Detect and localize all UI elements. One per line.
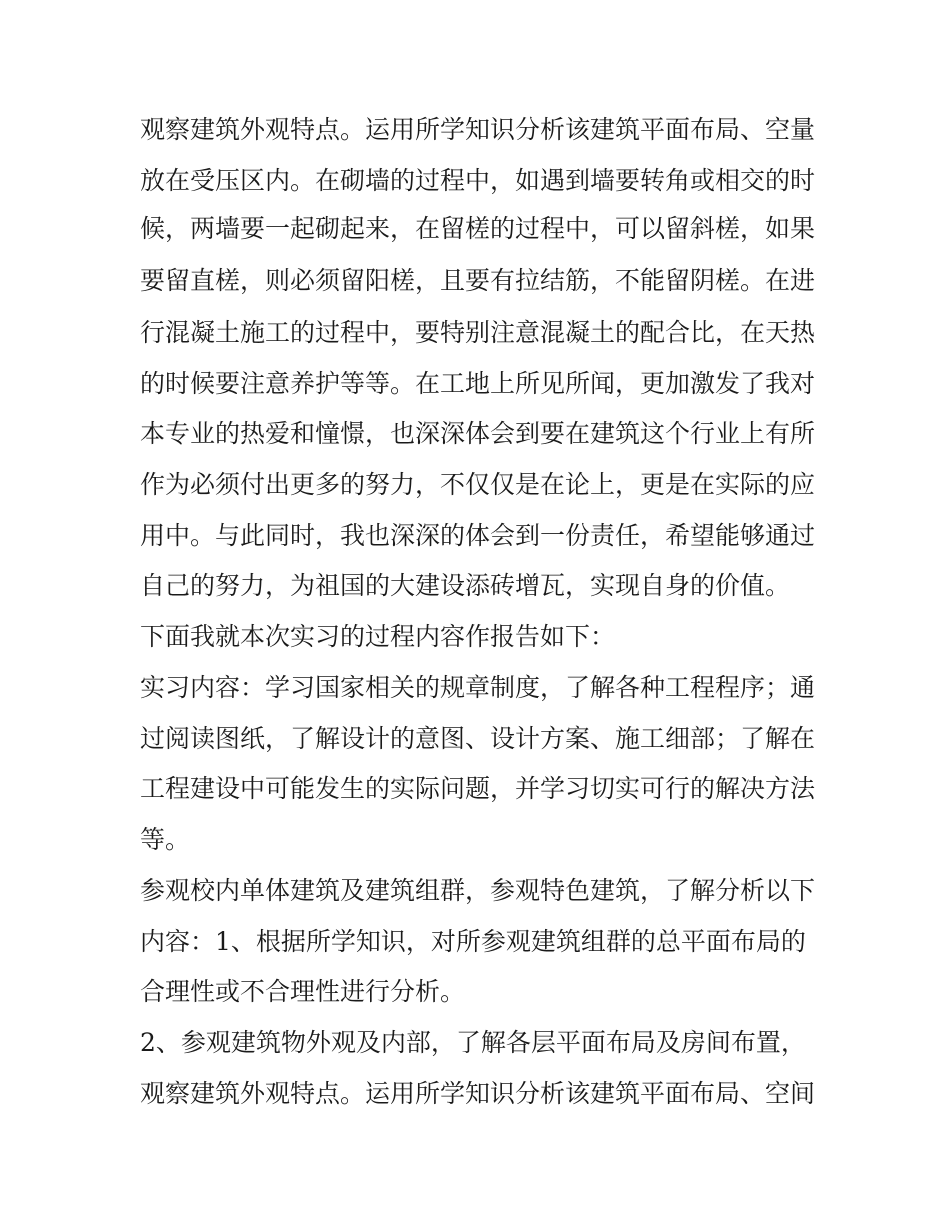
text-line: 作为必须付出更多的努力，不仅仅是在论上，更是在实际的应 bbox=[140, 470, 816, 499]
text-line: 自己的努力，为祖国的大建设添砖增瓦，实现自身的价值。 bbox=[140, 571, 791, 600]
text-line: 下面我就本次实习的过程内容作报告如下： bbox=[140, 622, 616, 651]
text-line: 合理性或不合理性进行分析。 bbox=[140, 977, 466, 1006]
text-line: 内容：1、根据所学知识，对所参观建筑组群的总平面布局的 bbox=[140, 927, 806, 956]
text-line: 本专业的热爱和憧憬，也深深体会到要在建筑这个行业上有所 bbox=[140, 419, 816, 448]
text-line: 用中。与此同时，我也深深的体会到一份责任，希望能够通过 bbox=[140, 521, 816, 550]
text-line: 观察建筑外观特点。运用所学知识分析该建筑平面布局、空量 bbox=[140, 115, 816, 144]
text-line: 观察建筑外观特点。运用所学知识分析该建筑平面布局、空间 bbox=[140, 1079, 816, 1108]
text-line: 工程建设中可能发生的实际问题，并学习切实可行的解决方法 bbox=[140, 774, 816, 803]
text-line: 过阅读图纸，了解设计的意图、设计方案、施工细部；了解在 bbox=[140, 724, 816, 753]
text-line: 放在受压区内。在砌墙的过程中，如遇到墙要转角或相交的时 bbox=[140, 166, 816, 195]
text-line: 要留直槎，则必须留阳槎，且要有拉结筋，不能留阴槎。在进 bbox=[140, 266, 816, 295]
text-line: 实习内容：学习国家相关的规章制度，了解各种工程程序；通 bbox=[140, 673, 816, 702]
text-line: 候，两墙要一起砌起来，在留槎的过程中，可以留斜槎，如果 bbox=[140, 214, 816, 243]
text-line: 行混凝土施工的过程中，要特别注意混凝土的配合比，在天热 bbox=[140, 318, 816, 347]
text-line: 参观校内单体建筑及建筑组群，参观特色建筑，了解分析以下 bbox=[140, 876, 816, 905]
text-line: 的时候要注意养护等等。在工地上所见所闻，更加激发了我对 bbox=[140, 369, 816, 398]
text-line: 2、参观建筑物外观及内部，了解各层平面布局及房间布置， bbox=[140, 1028, 806, 1057]
text-line: 等。 bbox=[140, 825, 191, 854]
